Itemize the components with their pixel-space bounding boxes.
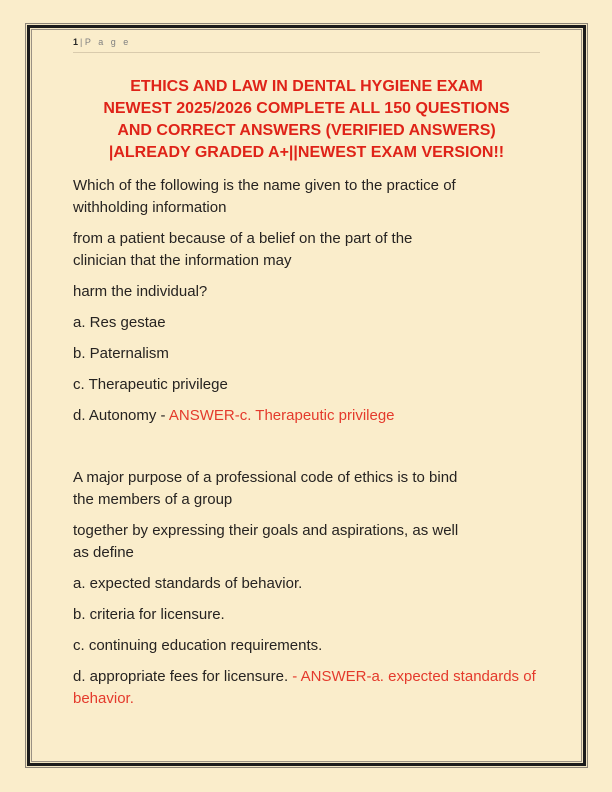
question-paragraph: [73, 175, 540, 219]
option-row-d: [73, 405, 540, 427]
option-text: d. Autonomy -: [73, 407, 169, 424]
question-text-line: the members of a group: [73, 491, 233, 508]
title-line: NEWEST 2025/2026 COMPLETE ALL 150 QUESTIONS: [103, 100, 510, 117]
question-paragraph: [73, 467, 540, 511]
question-text-line: harm the individual?: [73, 283, 208, 300]
option-text: c. Therapeutic privilege: [73, 376, 228, 393]
question-paragraph: [73, 520, 540, 564]
option-row-a: [73, 573, 540, 595]
question-paragraph: [73, 281, 540, 303]
page-header: [73, 34, 540, 49]
option-row-b: [73, 343, 540, 365]
title-line: |ALREADY GRADED A+||NEWEST EXAM VERSION!!: [108, 144, 505, 161]
option-row-d: [73, 666, 540, 710]
page-number: 1: [73, 37, 81, 47]
page-content: [30, 28, 583, 710]
question-text-line: withholding information: [73, 199, 227, 216]
question-text-line: together by expressing their goals and aspirations, as well: [73, 522, 459, 539]
document-title: [73, 76, 540, 164]
question-block-2: [73, 467, 540, 710]
question-text-line: from a patient because of a belief on the part of the: [73, 230, 413, 247]
option-text: a. expected standards of behavior.: [73, 575, 303, 592]
question-text-line: A major purpose of a professional code of ethics is to bind: [73, 469, 458, 486]
question-text-line: clinician that the information may: [73, 252, 292, 269]
title-line: AND CORRECT ANSWERS (VERIFIED ANSWERS): [117, 122, 496, 139]
blank-line: [73, 436, 540, 467]
option-row-b: [73, 604, 540, 626]
option-text: a. Res gestae: [73, 314, 166, 331]
option-text: d. appropriate fees for licensure.: [73, 668, 289, 685]
title-line: ETHICS AND LAW IN DENTAL HYGIENE EXAM: [130, 78, 483, 95]
question-block-1: [73, 175, 540, 427]
header-rule: [73, 52, 540, 53]
option-text: c. continuing education requirements.: [73, 637, 323, 654]
option-row-c: [73, 635, 540, 657]
page-frame: [27, 25, 586, 766]
answer-text: - ANSWER-a. expected standards of behavior.: [73, 668, 536, 707]
option-row-a: [73, 312, 540, 334]
option-text: b. Paternalism: [73, 345, 169, 362]
option-text: b. criteria for licensure.: [73, 606, 225, 623]
header-label: P a g e: [84, 37, 131, 47]
option-row-c: [73, 374, 540, 396]
question-paragraph: [73, 228, 540, 272]
question-text-line: Which of the following is the name given to the practice of: [73, 177, 456, 194]
header-separator: |: [80, 37, 85, 47]
answer-text: ANSWER-c. Therapeutic privilege: [168, 407, 395, 424]
question-text-line: as define: [73, 544, 134, 561]
